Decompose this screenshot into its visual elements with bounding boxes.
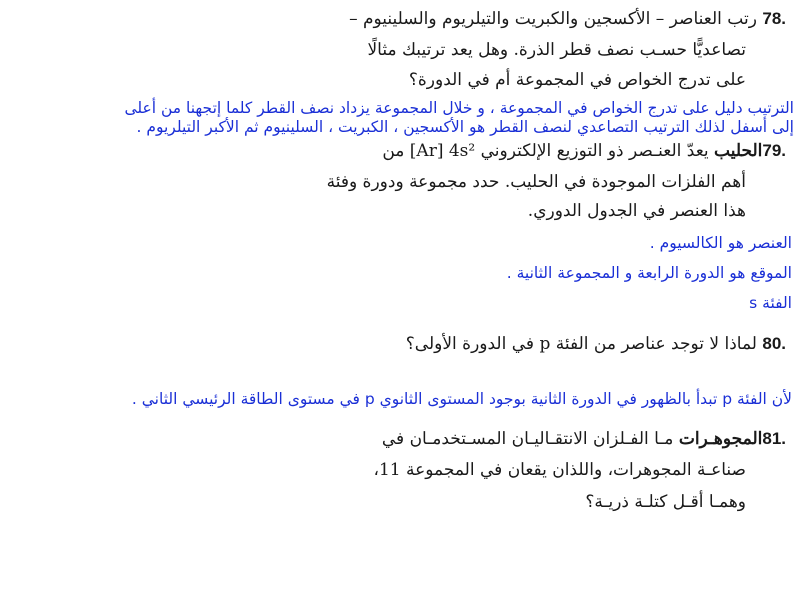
answer-80-line-1: لأن الفئة p تبدأ بالظهور في الدورة الثانية بوجود المستوى الثانوي p في مستوى الطاقة الرئيسي الثاني .: [131, 390, 792, 408]
question-78-line-2: تصاعديًّا حسـب نصف قطر الذرة. وهل يعد ترتيبك مثالًا: [367, 40, 746, 60]
question-81-line-1: [382, 430, 786, 448]
answer-78-line-2: إلى أسفل لذلك الترتيب التصاعدي لنصف القطر هو الأكسجين ، الكبريت ، السلينيوم ثم الأكبر التيلريوم .: [136, 118, 794, 136]
question-79-keyword: الحليب: [714, 141, 763, 161]
answer-79-line-2: الموقع هو الدورة الرابعة و المجموعة الثانية .: [506, 264, 792, 282]
answer-79-line-3: الفئة s: [749, 294, 792, 312]
question-81-number: 81.: [762, 429, 786, 448]
question-79-text-1: يعدّ العنـصر ذو التوزيع الإلكتروني: [480, 141, 709, 161]
question-78-line-3: على تدرج الخواص في المجموعة أم في الدورة؟: [408, 70, 746, 90]
answer-79-line-1: العنصر هو الكالسيوم .: [649, 234, 792, 252]
question-79-line-1: [382, 142, 786, 160]
question-81-keyword: المجوهـرات: [678, 429, 763, 449]
question-80-line-1: [406, 335, 786, 353]
question-80-text-1: لماذا لا توجد عناصر من الفئة p في الدورة الأولى؟: [405, 334, 757, 354]
question-78-number: 78.: [762, 9, 786, 28]
question-81-line-2: صناعـة المجوهرات، واللذان يقعان في المجموعة 11،: [373, 460, 746, 480]
electron-configuration: [Ar] 4s²: [409, 141, 476, 161]
question-81-line-3: وهمـا أقـل كتلـة ذريـة؟: [585, 492, 746, 512]
answer-78-line-1: الترتيب دليل على تدرج الخواص في المجموعة ، و خلال المجموعة يزداد نصف القطر كلما إتجهنا من أعلى: [124, 99, 794, 117]
question-79-line-3: هذا العنصر في الجدول الدوري.: [527, 201, 746, 221]
question-78-text-1: رتب العناصر – الأكسجين والكبريت والتيلريوم والسلينيوم –: [349, 9, 757, 29]
question-78-line-1: [349, 10, 786, 28]
question-81-text-1: مـا الفـلزان الانتقـاليـان المسـتخدمـان في: [381, 429, 674, 449]
question-79-number: 79.: [762, 141, 786, 160]
question-79-line-2: أهم الفلزات الموجودة في الحليب. حدد مجموعة ودورة وفئة: [326, 172, 746, 192]
question-79-text-1-end: من: [382, 141, 405, 161]
question-80-number: 80.: [762, 334, 786, 353]
